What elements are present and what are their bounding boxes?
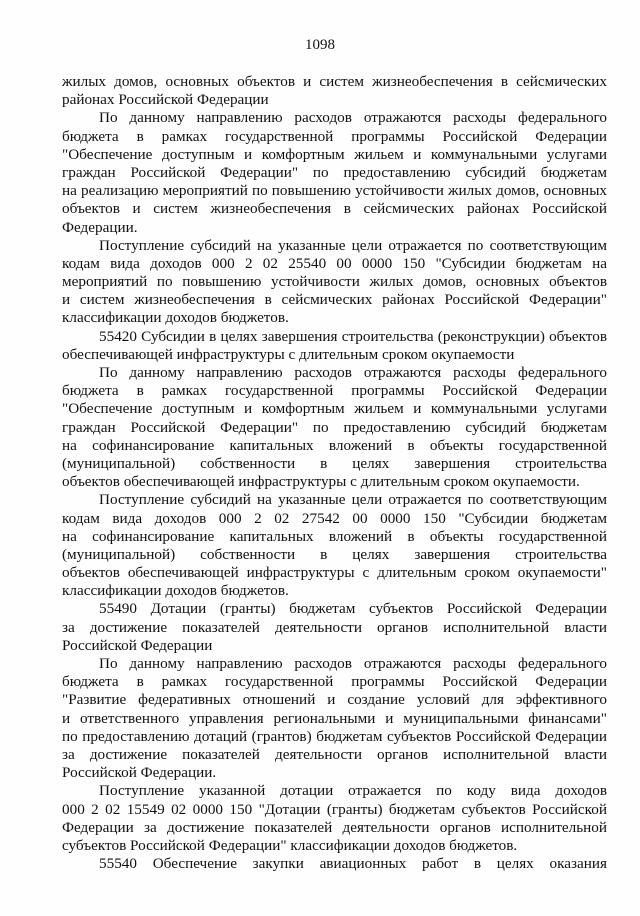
revenue-code-55420 [62,491,607,600]
expenditure-description-seismic [62,109,607,236]
text-line: Российской Федерации. [62,764,217,782]
text-line: По данному направлению расходов отражаются расходы федерального [99,109,607,127]
text-line: районах Российской Федерации [62,91,269,109]
text-line: 55540 Обеспечение закупки авиационных работ в целях оказания [99,855,607,873]
text-line: жилых домов, основных объектов и систем жизнеобеспечения в сейсмических [62,73,607,90]
text-line: на софинансирование капитальных вложений в объекты государственной [62,527,607,545]
continuation-paragraph [62,73,607,109]
text-line: по предоставлению дотаций (грантов) бюджетам субъектов Российской Федерации [62,727,607,745]
text-line: граждан Российской Федерации" по предоставлению субсидий бюджетам [62,163,607,181]
text-line: Федерации за достижение показателей деятельности органов исполнительной [62,818,607,836]
text-line: классификации доходов бюджетов. [62,582,289,600]
page-number: 1098 [305,37,335,53]
heading-55540 [62,855,607,873]
text-line: Федерации. [62,218,138,236]
text-line: на софинансирование капитальных вложений в объекты государственной [62,436,607,454]
text-line: кодам вида доходов 000 2 02 25540 00 0000 150 "Субсидии бюджетам на [62,254,607,272]
text-line: бюджета в рамках государственной программы Российской Федерации [62,127,607,145]
text-line: Поступление субсидий на указанные цели отражается по соответствующим [99,236,607,254]
text-line: объектов обеспечивающей инфраструктуры с длительным сроком окупаемости. [62,473,580,491]
heading-55490 [62,600,607,655]
revenue-code-seismic [62,237,607,328]
text-line: бюджета в рамках государственной программы Российской Федерации [62,673,607,691]
text-line: обеспечивающей инфраструктуры с длительным сроком окупаемости [62,345,515,363]
text-line: (муниципальной) собственности в целях завершения строительства [62,545,607,563]
text-line: (муниципальной) собственности в целях завершения строительства [62,454,607,472]
text-line: за достижение показателей деятельности органов исполнительной власти [62,618,607,636]
text-line: Поступление указанной дотации отражается по коду вида доходов [99,782,607,800]
expenditure-description-55490 [62,655,607,782]
text-line: Российской Федерации [62,636,213,654]
text-line: бюджета в рамках государственной программы Российской Федерации [62,382,607,400]
text-line: Поступление субсидий на указанные цели отражается по соответствующим [99,491,607,509]
text-line: и систем жизнеобеспечения в сейсмических районах Российской Федерации" [62,291,607,309]
revenue-code-55490 [62,782,607,855]
text-line: По данному направлению расходов отражаются расходы федерального [99,655,607,672]
text-line: "Обеспечение доступным и комфортным жильем и коммунальными услугами [62,145,607,163]
expenditure-description-55420 [62,364,607,491]
heading-55420 [62,328,607,364]
text-line: По данному направлению расходов отражаются расходы федерального [99,364,607,381]
text-line: "Обеспечение доступным и комфортным жильем и коммунальными услугами [62,400,607,418]
text-line: субъектов Российской Федерации" классификации доходов бюджетов. [62,836,518,854]
text-line: классификации доходов бюджетов. [62,309,289,327]
text-line: 55490 Дотации (гранты) бюджетам субъектов Российской Федерации [99,600,607,618]
document-text [62,73,607,873]
text-line: на реализацию мероприятий по повышению устойчивости жилых домов, основных [62,182,607,200]
text-line: и ответственного управления региональными и муниципальными финансами" [62,709,607,727]
text-line: 000 2 02 15549 02 0000 150 "Дотации (гранты) бюджетам субъектов Российской [62,800,607,818]
text-line: за достижение показателей деятельности органов исполнительной власти [62,745,607,763]
text-line: объектов обеспечивающей инфраструктуры с длительным сроком окупаемости" [62,564,607,582]
text-line: граждан Российской Федерации" по предоставлению субсидий бюджетам [62,418,607,436]
text-line: "Развитие федеративных отношений и создание условий для эффективного [62,691,607,709]
text-line: объектов и систем жизнеобеспечения в сейсмических районах Российской [62,200,607,218]
text-line: 55420 Субсидии в целях завершения строительства (реконструкции) объектов [99,327,607,345]
text-line: мероприятий по повышению устойчивости жилых домов, основных объектов [62,273,607,291]
text-line: кодам вида доходов 000 2 02 27542 00 0000 150 "Субсидии бюджетам [62,509,607,527]
